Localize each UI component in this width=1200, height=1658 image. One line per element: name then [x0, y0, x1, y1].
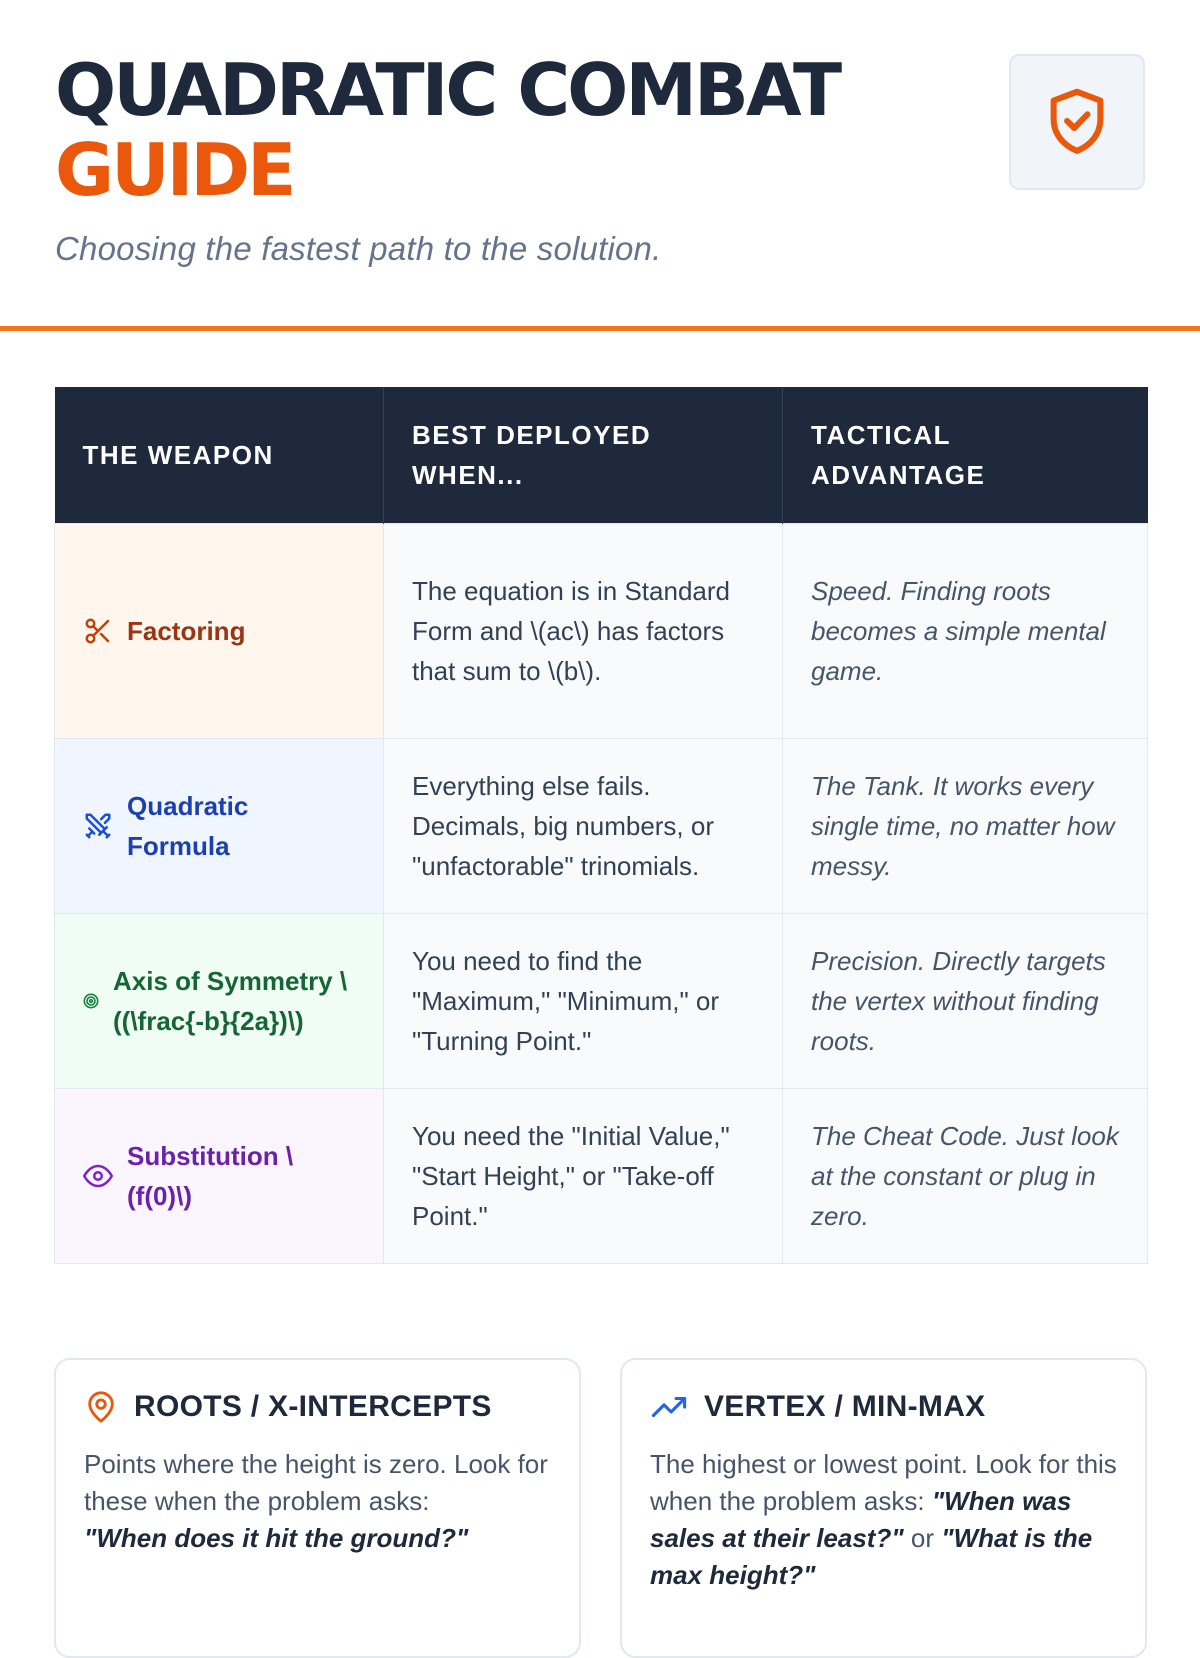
concept-cards: [54, 1358, 1147, 1618]
roots-card-text: [84, 1446, 551, 1557]
weapon-name: Factoring: [127, 615, 246, 646]
trending-up-icon: [650, 1390, 688, 1424]
title-line-2: GUIDE: [55, 128, 294, 212]
vertex-card-heading: VERTEX / MIN-MAX: [704, 1390, 986, 1423]
roots-card-body: Points where the height is zero. Look for these when the problem asks:: [84, 1449, 548, 1516]
table-row: [55, 523, 1148, 738]
eye-icon: [83, 1161, 113, 1191]
vertex-card-question-1: "When was sales at their least?": [650, 1486, 1072, 1553]
table-row: [55, 1088, 1148, 1263]
crossed-swords-icon: [83, 811, 113, 841]
header-divider: [0, 326, 1200, 331]
roots-card: [54, 1358, 581, 1658]
map-pin-icon: [84, 1390, 118, 1424]
target-icon: [83, 993, 99, 1009]
table-row: [55, 913, 1148, 1088]
advantage-cell: Precision. Directly targets the vertex without finding roots.: [783, 913, 1148, 1088]
weapons-table: [54, 387, 1148, 1264]
weapon-cell: [55, 523, 384, 738]
column-header-weapon: THE WEAPON: [55, 387, 384, 523]
title-line-1: QUADRATIC COMBAT: [55, 48, 840, 132]
column-header-when: BEST DEPLOYED WHEN...: [384, 387, 783, 523]
weapon-cell: [55, 1088, 384, 1263]
page-header: [55, 50, 1145, 290]
weapon-name: Substitution \(f(0)\): [127, 1140, 294, 1211]
weapon-name: Quadratic Formula: [127, 790, 249, 861]
table-header-row: [55, 387, 1148, 523]
when-cell: You need the "Initial Value," "Start Height," or "Take-off Point.": [384, 1088, 783, 1263]
vertex-card-body: The highest or lowest point. Look for this when the problem asks:: [650, 1449, 1117, 1516]
when-cell: Everything else fails. Decimals, big numbers, or "unfactorable" trinomials.: [384, 738, 783, 913]
when-cell: The equation is in Standard Form and \(ac\) has factors that sum to \(b\).: [384, 523, 783, 738]
page-title: [55, 50, 1145, 210]
scissors-icon: [83, 616, 113, 646]
table-row: [55, 738, 1148, 913]
page-subtitle: Choosing the fastest path to the solution.: [55, 230, 662, 267]
roots-card-title: [84, 1390, 551, 1424]
when-cell: You need to find the "Maximum," "Minimum," or "Turning Point.": [384, 913, 783, 1088]
advantage-cell: The Tank. It works every single time, no matter how messy.: [783, 738, 1148, 913]
column-header-advantage: TACTICAL ADVANTAGE: [783, 387, 1148, 523]
vertex-card-or: or: [910, 1523, 935, 1553]
vertex-card-title: [650, 1390, 1117, 1424]
roots-card-question: "When does it hit the ground?": [84, 1523, 469, 1553]
vertex-card-text: [650, 1446, 1117, 1594]
shield-check-icon: [1044, 84, 1110, 160]
vertex-card: [620, 1358, 1147, 1658]
advantage-cell: Speed. Finding roots becomes a simple mental game.: [783, 523, 1148, 738]
weapon-name: Axis of Symmetry \((\frac{-b}{2a})\): [113, 965, 348, 1036]
shield-badge: [1009, 54, 1145, 190]
vertex-card-question-2: "What is the max height?": [650, 1523, 1093, 1590]
weapon-cell: [55, 913, 384, 1088]
advantage-cell: The Cheat Code. Just look at the constant or plug in zero.: [783, 1088, 1148, 1263]
roots-card-heading: ROOTS / X-INTERCEPTS: [134, 1390, 492, 1423]
weapon-cell: [55, 738, 384, 913]
